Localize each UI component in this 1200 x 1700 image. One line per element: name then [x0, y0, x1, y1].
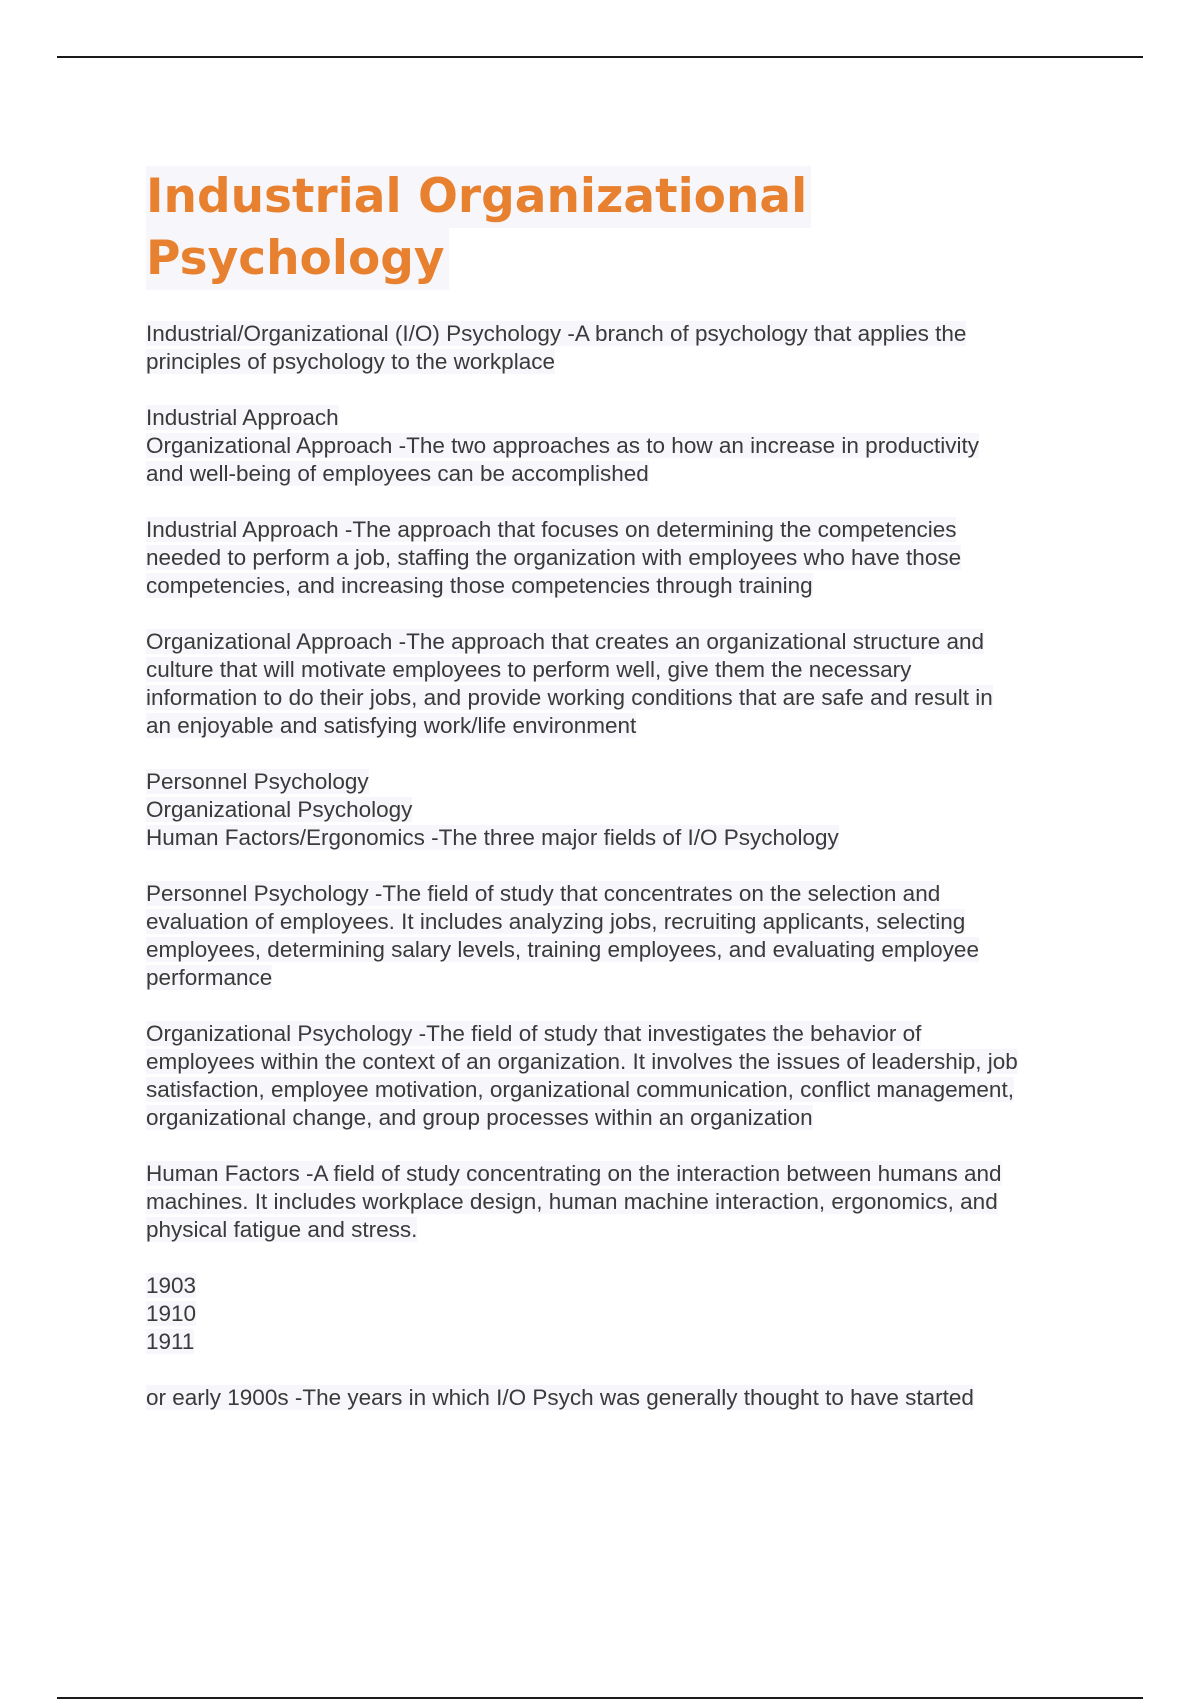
text-line: [146, 796, 1106, 824]
title-line: Psychology: [146, 228, 449, 290]
text-line: [146, 1188, 1106, 1216]
text-line: [146, 656, 1106, 684]
text-line: [146, 1328, 1106, 1356]
paragraph: [146, 1272, 1106, 1356]
bottom-rule: [57, 1697, 1143, 1699]
text-line-content: organizational change, and group processes within an organization: [146, 1105, 813, 1130]
text-line: [146, 908, 1106, 936]
text-line: [146, 1160, 1106, 1188]
text-line-content: physical fatigue and stress.: [146, 1217, 418, 1242]
text-line-content: satisfaction, employee motivation, organizational communication, conflict management,: [146, 1077, 1014, 1102]
text-line: [146, 1384, 1106, 1412]
paragraph: [146, 516, 1106, 600]
text-line-content: 1903: [146, 1273, 197, 1298]
paragraph: [146, 320, 1106, 376]
text-line: [146, 712, 1106, 740]
text-line: [146, 544, 1106, 572]
text-line: [146, 320, 1106, 348]
paragraph: [146, 628, 1106, 740]
text-line-content: employees, determining salary levels, training employees, and evaluating employee: [146, 937, 979, 962]
text-line-content: performance: [146, 965, 273, 990]
text-line-content: Organizational Approach -The approach that creates an organizational structure and: [146, 629, 985, 654]
text-line: [146, 1020, 1106, 1048]
text-line-content: and well-being of employees can be accomplished: [146, 461, 649, 486]
text-line-content: 1911: [146, 1329, 195, 1354]
text-line: [146, 1272, 1106, 1300]
paragraph: [146, 880, 1106, 992]
text-line-content: 1910: [146, 1301, 197, 1326]
text-line-content: Industrial Approach -The approach that focuses on determining the competencies: [146, 517, 957, 542]
title-line: Industrial Organizational: [146, 166, 811, 228]
text-line: [146, 460, 1106, 488]
text-line-content: Organizational Psychology -The field of study that investigates the behavior of: [146, 1021, 922, 1046]
text-line: [146, 684, 1106, 712]
text-line: [146, 936, 1106, 964]
text-line: [146, 1076, 1106, 1104]
text-line-content: or early 1900s -The years in which I/O Psych was generally thought to have started: [146, 1385, 974, 1410]
text-line: [146, 1048, 1106, 1076]
paragraph: [146, 1384, 1106, 1412]
text-line-content: information to do their jobs, and provide working conditions that are safe and result in: [146, 685, 993, 710]
text-line-content: Personnel Psychology: [146, 769, 369, 794]
text-line-content: Human Factors -A field of study concentrating on the interaction between humans and: [146, 1161, 1002, 1186]
text-line: [146, 516, 1106, 544]
text-line-content: Industrial/Organizational (I/O) Psychology -A branch of psychology that applies the: [146, 321, 967, 346]
text-line: [146, 628, 1106, 656]
document-body: [146, 166, 1106, 1440]
text-line-content: principles of psychology to the workplace: [146, 349, 555, 374]
text-line: [146, 348, 1106, 376]
text-line-content: machines. It includes workplace design, human machine interaction, ergonomics, and: [146, 1189, 998, 1214]
page-title: [146, 166, 1106, 290]
paragraph: [146, 1020, 1106, 1132]
text-line-content: needed to perform a job, staffing the organization with employees who have those: [146, 545, 962, 570]
text-line: [146, 964, 1106, 992]
text-line: [146, 572, 1106, 600]
text-line: [146, 880, 1106, 908]
text-line-content: Organizational Psychology: [146, 797, 413, 822]
text-line: [146, 1300, 1106, 1328]
text-line-content: employees within the context of an organization. It involves the issues of leadership, job: [146, 1049, 1018, 1074]
text-line: [146, 768, 1106, 796]
text-line: [146, 404, 1106, 432]
text-line: [146, 432, 1106, 460]
text-line-content: Organizational Approach -The two approaches as to how an increase in productivity: [146, 433, 979, 458]
text-line: [146, 1104, 1106, 1132]
paragraph: [146, 1160, 1106, 1244]
text-line-content: Personnel Psychology -The field of study that concentrates on the selection and: [146, 881, 941, 906]
text-line-content: Industrial Approach: [146, 405, 339, 430]
top-rule: [57, 56, 1143, 58]
text-line-content: culture that will motivate employees to perform well, give them the necessary: [146, 657, 912, 682]
text-line: [146, 1216, 1106, 1244]
text-line-content: competencies, and increasing those competencies through training: [146, 573, 813, 598]
text-line: [146, 824, 1106, 852]
paragraph: [146, 404, 1106, 488]
text-line-content: an enjoyable and satisfying work/life environment: [146, 713, 637, 738]
paragraph-list: [146, 320, 1106, 1412]
text-line-content: evaluation of employees. It includes analyzing jobs, recruiting applicants, selecting: [146, 909, 966, 934]
text-line-content: Human Factors/Ergonomics -The three major fields of I/O Psychology: [146, 825, 839, 850]
paragraph: [146, 768, 1106, 852]
